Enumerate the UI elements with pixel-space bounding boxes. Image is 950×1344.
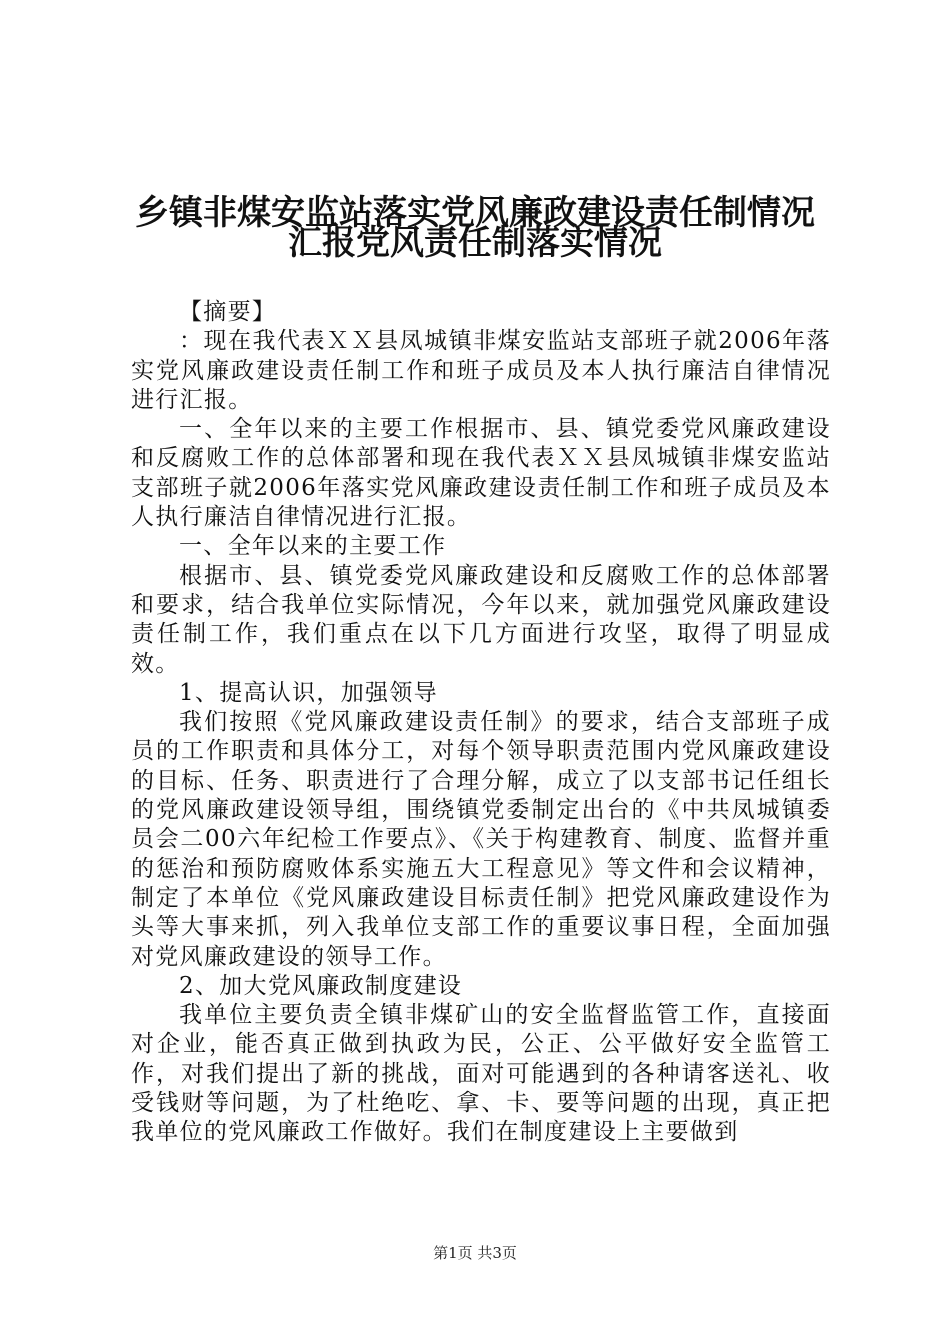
paragraph-summary: 一、全年以来的主要工作根据市、县、镇党委党风廉政建设和反腐败工作的总体部署和现在我代表ＸＸ县凤城镇非煤安监站支部班子就2006年落实党风廉政建设责任制工作和班子成员及本人执行廉洁自律情况进行汇报。 (131, 416, 831, 531)
document-title-line-2: 汇报党风责任制落实情况 (288, 223, 662, 263)
paragraph-subsection-2: 我单位主要负责全镇非煤矿山的安全监督监管工作，直接面对企业，能否真正做到执政为民，公正、公平做好安全监管工作，对我们提出了新的挑战，面对可能遇到的各种请客送礼、收受钱财等问题，为了杜绝吃、拿、卡、要等问题的出现，真正把我单位的党风廉政工作做好。我们在制度建设上主要做到 (131, 1002, 831, 1146)
section-heading-main-work: 一、全年以来的主要工作 (179, 533, 447, 560)
paragraph-subsection-1: 我们按照《党风廉政建设责任制》的要求，结合支部班子成员的工作职责和具体分工，对每个领导职责范围内党风廉政建设的目标、任务、职责进行了合理分解，成立了以支部书记任组长的党风廉政建设领导组，围绕镇党委制定出台的《中共凤城镇委员会二00六年纪检工作要点》、《关于构建教育、制度、监督并重的惩治和预防腐败体系实施五大工程意见》等文件和会议精神，制定了本单位《党风廉政建设目标责任制》把党风廉政建设作为头等大事来抓，列入我单位支部工作的重要议事日程，全面加强对党风廉政建设的领导工作。 (131, 709, 831, 970)
subsection-heading-1: 1、提高认识，加强领导 (179, 679, 438, 706)
abstract-heading: 【摘要】 (179, 299, 277, 325)
paragraph-abstract: ：现在我代表ＸＸ县凤城镇非煤安监站支部班子就2006年落实党风廉政建设责任制工作和班子成员及本人执行廉洁自律情况进行汇报。 (131, 328, 831, 413)
subsection-heading-2: 2、加大党风廉政制度建设 (179, 972, 463, 999)
document-title-line-1: 乡镇非煤安监站落实党风廉政建设责任制情况 (135, 193, 815, 233)
document-body (131, 298, 831, 1148)
page-footer: 第1页 共3页 (433, 1244, 517, 1262)
paragraph-main-work: 根据市、县、镇党委党风廉政建设和反腐败工作的总体部署和要求，结合我单位实际情况，今年以来，就加强党风廉政建设责任制工作，我们重点在以下几方面进行攻坚，取得了明显成效。 (131, 562, 831, 677)
